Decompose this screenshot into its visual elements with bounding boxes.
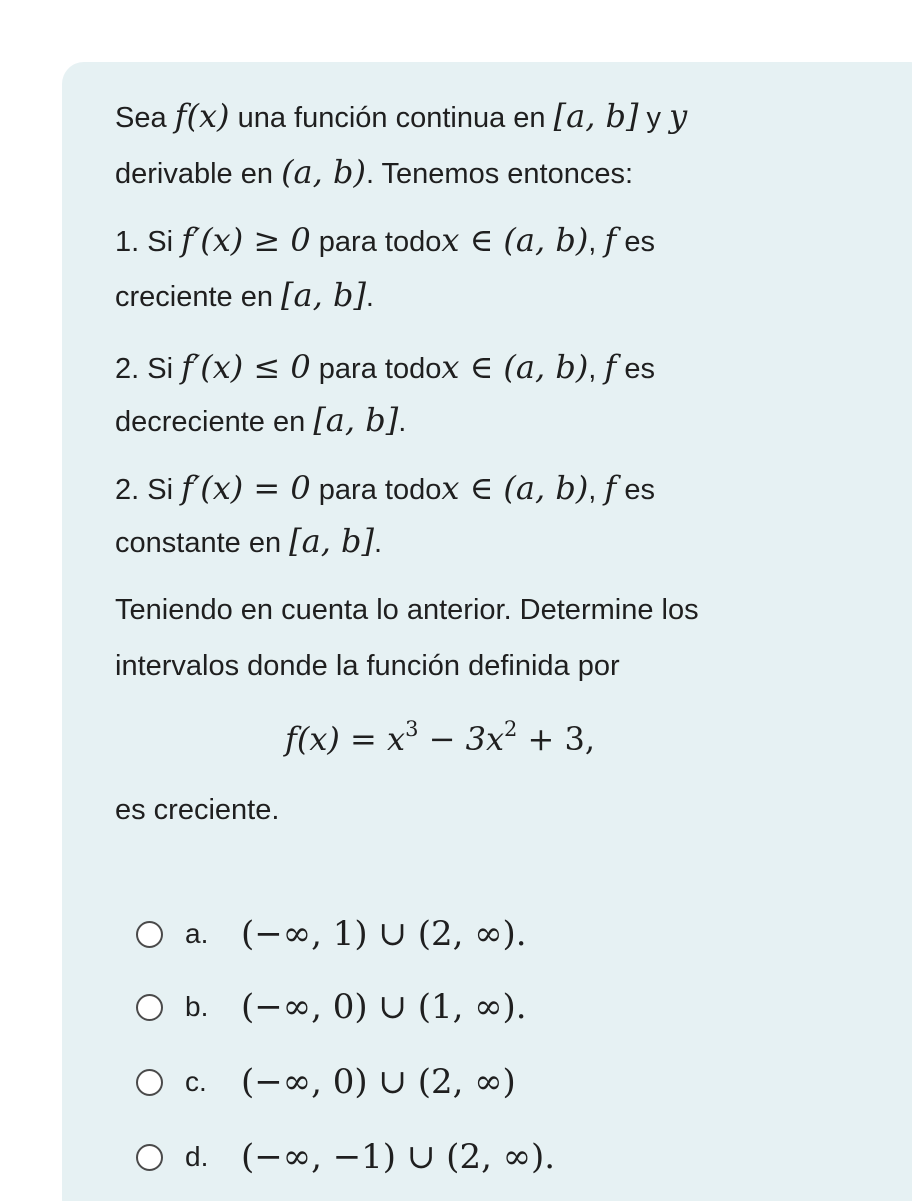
option-interval: (−∞, 0) ∪ (1, ∞). — [241, 987, 527, 1027]
function-formula: $f(x) = x^3 - 3x^2 + 3$, — [285, 717, 596, 758]
option-a[interactable] — [136, 912, 527, 956]
closing-text: es creciente. — [115, 794, 280, 826]
option-letter: a. — [185, 918, 209, 949]
option-interval: (−∞, 1) ∪ (2, ∞). — [241, 914, 527, 954]
rule-1-line-2: creciente en [a, b]. — [115, 276, 374, 314]
task-line-1: Teniendo en cuenta lo anterior. Determine los — [115, 594, 699, 626]
radio-circle-icon[interactable] — [136, 921, 163, 948]
option-interval: (−∞, 0) ∪ (2, ∞) — [241, 1062, 516, 1102]
rule-2-line-1: 2. Si f′(x) ≤ 0 para todox ∈ (a, b), f es — [115, 348, 655, 386]
radio-circle-icon[interactable] — [136, 994, 163, 1021]
task-line-2: intervalos donde la función definida por — [115, 650, 620, 682]
option-interval: (−∞, −1) ∪ (2, ∞). — [241, 1137, 556, 1177]
intro-line-1: Sea f(x) una función continua en [a, b] y y — [115, 97, 688, 135]
rule-1-line-1: 1. Si f′(x) ≥ 0 para todox ∈ (a, b), f es — [115, 221, 655, 259]
option-letter: c. — [185, 1066, 207, 1097]
radio-circle-icon[interactable] — [136, 1144, 163, 1171]
option-b[interactable] — [136, 985, 527, 1029]
intro-line-2: derivable en (a, b). Tenemos entonces: — [115, 153, 634, 191]
rule-3-line-1: 2. Si f′(x) = 0 para todox ∈ (a, b), f es — [115, 469, 655, 507]
option-c[interactable] — [136, 1060, 516, 1104]
rule-3-line-2: constante en [a, b]. — [115, 522, 383, 560]
option-letter: d. — [185, 1141, 209, 1172]
option-letter: b. — [185, 991, 209, 1022]
rule-2-line-2: decreciente en [a, b]. — [115, 401, 407, 439]
option-d[interactable] — [136, 1135, 555, 1179]
radio-circle-icon[interactable] — [136, 1069, 163, 1096]
